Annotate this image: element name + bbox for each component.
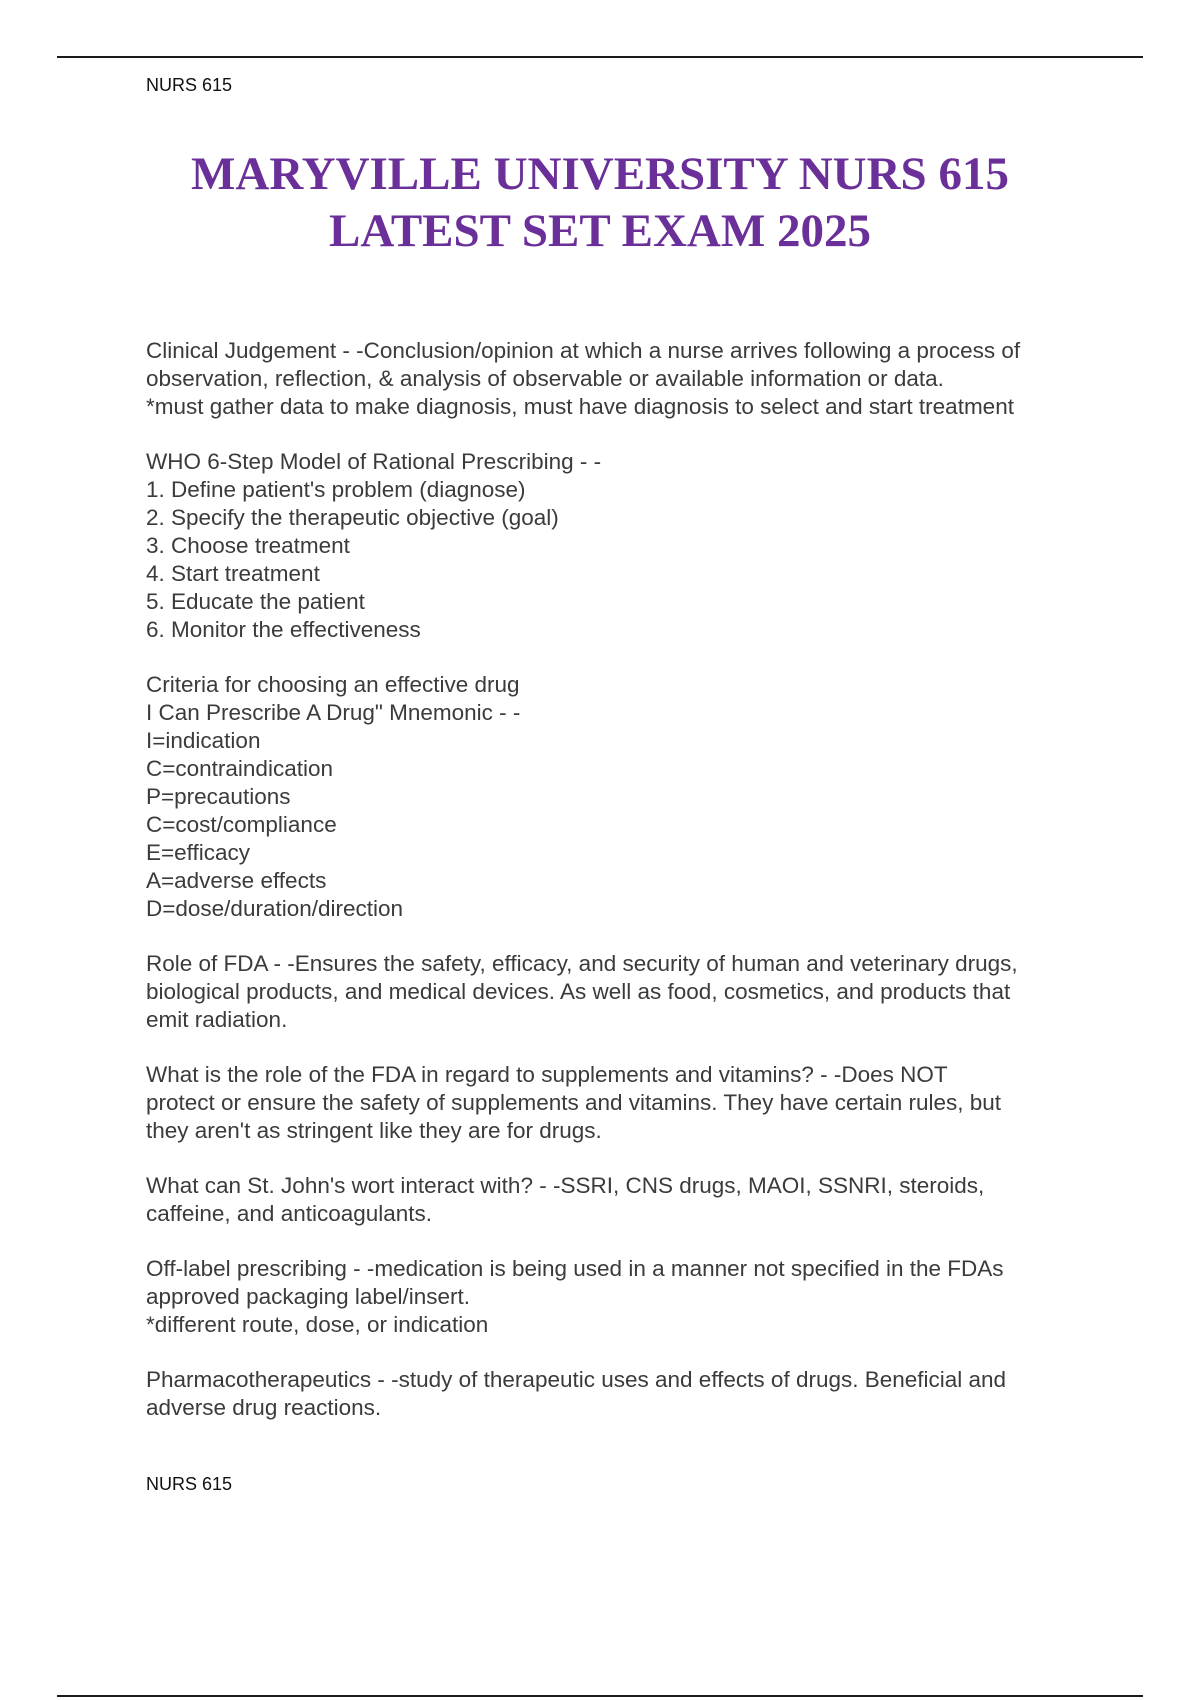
paragraph-line: *must gather data to make diagnosis, must have diagnosis to select and start treatment [146, 394, 1014, 419]
paragraph-line: 1. Define patient's problem (diagnose) [146, 477, 526, 502]
paragraph-line: 2. Specify the therapeutic objective (goal) [146, 505, 559, 530]
paragraph-line: I Can Prescribe A Drug" Mnemonic - - [146, 700, 521, 725]
paragraph-line: P=precautions [146, 784, 291, 809]
qa-paragraph [146, 1061, 1106, 1145]
paragraph-line: adverse drug reactions. [146, 1395, 382, 1420]
paragraph-line: What can St. John's wort interact with? - -SSRI, CNS drugs, MAOI, SSNRI, steroids, [146, 1173, 985, 1198]
paragraph-line: 3. Choose treatment [146, 533, 350, 558]
qa-paragraph [146, 1172, 1106, 1228]
paragraph-line: they aren't as stringent like they are for drugs. [146, 1118, 602, 1143]
paragraph-line: Off-label prescribing - -medication is being used in a manner not specified in the FDAs [146, 1256, 1004, 1281]
paragraph-line: What is the role of the FDA in regard to supplements and vitamins? - -Does NOT [146, 1062, 948, 1087]
paragraph-line: protect or ensure the safety of supplements and vitamins. They have certain rules, but [146, 1090, 1002, 1115]
paragraph-line: 5. Educate the patient [146, 589, 365, 614]
paragraph-line: 4. Start treatment [146, 561, 320, 586]
paragraph-line: Role of FDA - -Ensures the safety, efficacy, and security of human and veterinary drugs, [146, 951, 1018, 976]
title-line-2: LATEST SET EXAM 2025 [329, 205, 871, 257]
paragraph-line: Pharmacotherapeutics - -study of therapeutic uses and effects of drugs. Beneficial and [146, 1367, 1007, 1392]
paragraph-line: WHO 6-Step Model of Rational Prescribing - - [146, 449, 602, 474]
paragraph-line: I=indication [146, 728, 261, 753]
paragraph-line: approved packaging label/insert. [146, 1284, 470, 1309]
paragraph-line: Criteria for choosing an effective drug [146, 672, 520, 697]
paragraph-line: emit radiation. [146, 1007, 288, 1032]
title-line-1: MARYVILLE UNIVERSITY NURS 615 [191, 148, 1009, 200]
document-title [100, 146, 1100, 260]
paragraph-line: observation, reflection, & analysis of observable or available information or data. [146, 366, 944, 391]
qa-paragraph [146, 671, 1106, 923]
header-rule [57, 56, 1143, 58]
running-footer: NURS 615 [146, 1474, 233, 1494]
footer-rule [57, 1695, 1143, 1697]
qa-paragraph [146, 1255, 1106, 1339]
paragraph-line: *different route, dose, or indication [146, 1312, 489, 1337]
paragraph-line: Clinical Judgement - -Conclusion/opinion at which a nurse arrives following a process of [146, 338, 1021, 363]
paragraph-line: C=cost/compliance [146, 812, 337, 837]
paragraph-line: C=contraindication [146, 756, 333, 781]
paragraph-line: E=efficacy [146, 840, 251, 865]
paragraph-line: A=adverse effects [146, 868, 327, 893]
qa-paragraph [146, 1366, 1106, 1422]
document-body [146, 337, 1106, 1449]
qa-paragraph [146, 950, 1106, 1034]
paragraph-line: D=dose/duration/direction [146, 896, 404, 921]
paragraph-line: caffeine, and anticoagulants. [146, 1201, 433, 1226]
paragraph-line: biological products, and medical devices. As well as food, cosmetics, and products that [146, 979, 1011, 1004]
qa-paragraph [146, 448, 1106, 644]
paragraph-line: 6. Monitor the effectiveness [146, 617, 421, 642]
qa-paragraph [146, 337, 1106, 421]
running-header: NURS 615 [146, 75, 233, 95]
